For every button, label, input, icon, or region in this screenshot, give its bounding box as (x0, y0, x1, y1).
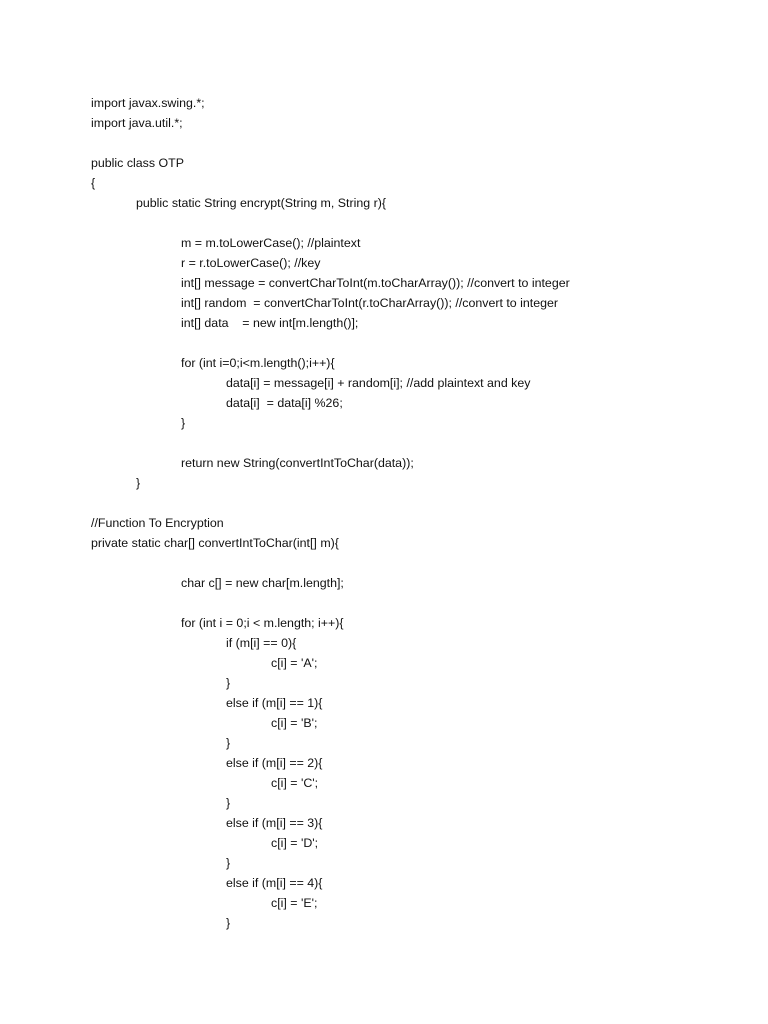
code-line: public class OTP (91, 156, 184, 170)
code-line: } (226, 796, 231, 810)
code-line: //Function To Encryption (91, 516, 224, 530)
code-line: c[i] = 'A'; (271, 656, 318, 670)
code-line: c[i] = 'C'; (271, 776, 319, 790)
code-line: int[] message = convertCharToInt(m.toCharArray()); //convert to integer (181, 276, 570, 290)
code-line: } (226, 676, 231, 690)
code-line: return new String(convertIntToChar(data)); (181, 456, 414, 470)
code-line: for (int i = 0;i < m.length; i++){ (181, 616, 344, 630)
code-line: import javax.swing.*; (91, 96, 205, 110)
blank-line (91, 433, 751, 453)
code-line: data[i] = data[i] %26; (226, 396, 343, 410)
code-line: private static char[] convertIntToChar(int[] m){ (91, 536, 339, 550)
code-line: } (136, 476, 141, 490)
code-line: c[i] = 'E'; (271, 896, 318, 910)
code-line: r = r.toLowerCase(); //key (181, 256, 321, 270)
blank-line (91, 333, 751, 353)
code-line: char c[] = new char[m.length]; (181, 576, 344, 590)
code-line: int[] data = new int[m.length()]; (181, 316, 359, 330)
code-line: } (226, 736, 231, 750)
code-line: data[i] = message[i] + random[i]; //add plaintext and key (226, 376, 531, 390)
code-line: { (91, 176, 96, 190)
code-block (91, 93, 751, 933)
code-line: c[i] = 'D'; (271, 836, 319, 850)
code-line: else if (m[i] == 4){ (226, 876, 323, 890)
code-line: } (226, 856, 231, 870)
code-line: else if (m[i] == 3){ (226, 816, 323, 830)
code-line: if (m[i] == 0){ (226, 636, 297, 650)
code-line: } (181, 416, 186, 430)
blank-line (91, 553, 751, 573)
blank-line (91, 133, 751, 153)
code-line: int[] random = convertCharToInt(r.toCharArray()); //convert to integer (181, 296, 559, 310)
code-line: m = m.toLowerCase(); //plaintext (181, 236, 361, 250)
blank-line (91, 213, 751, 233)
blank-line (91, 493, 751, 513)
code-line: else if (m[i] == 2){ (226, 756, 323, 770)
code-line: } (226, 916, 231, 930)
code-line: else if (m[i] == 1){ (226, 696, 323, 710)
code-line: import java.util.*; (91, 116, 183, 130)
code-line: public static String encrypt(String m, String r){ (136, 196, 386, 210)
blank-line (91, 593, 751, 613)
code-line: for (int i=0;i<m.length();i++){ (181, 356, 335, 370)
code-line: c[i] = 'B'; (271, 716, 318, 730)
